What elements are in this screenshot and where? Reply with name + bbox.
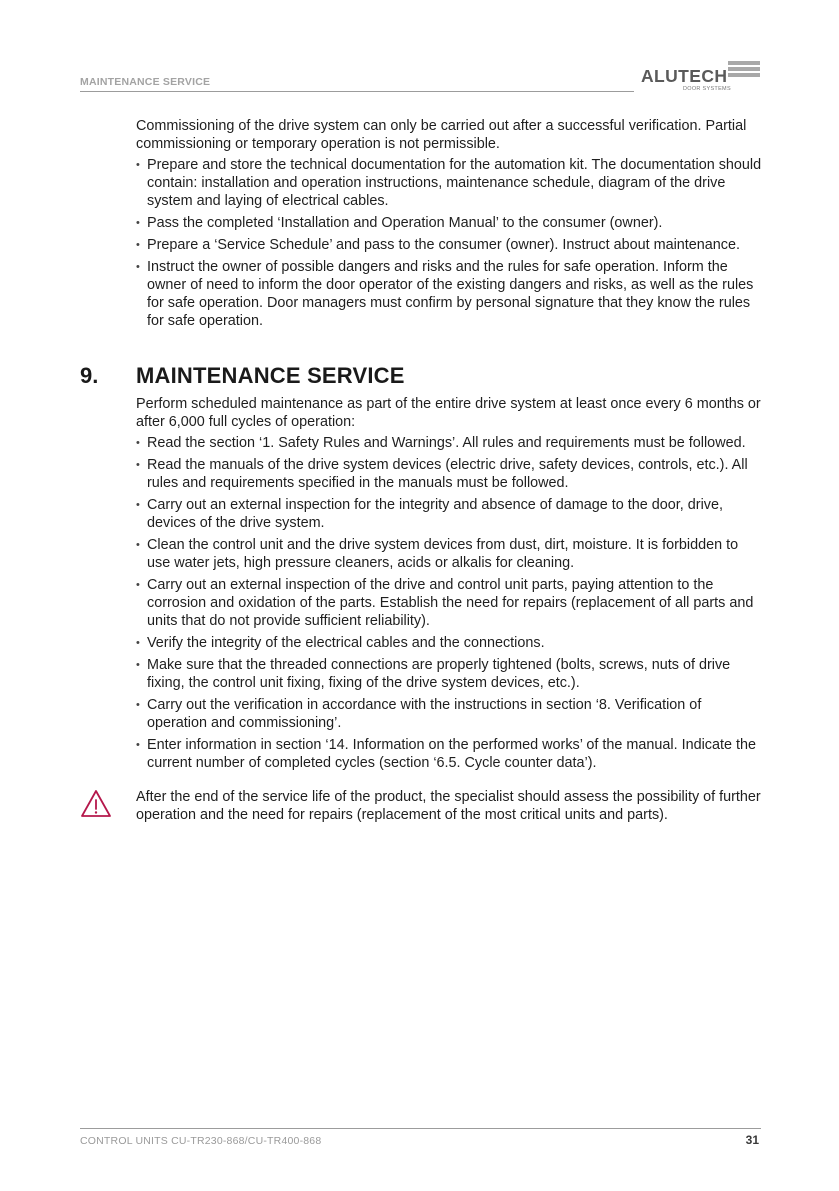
section-maintenance <box>80 363 762 771</box>
header-divider <box>80 91 634 92</box>
list-item: • Enter information in section ‘14. Information on the performed works’ of the manual. Indicate the current number of completed cycles (section ‘6.5. Cycle counter data’). <box>136 736 762 772</box>
logo-text: ALUTECH <box>641 66 728 86</box>
list-item: • Read the section ‘1. Safety Rules and Warnings’. All rules and requirements must be followed. <box>136 434 762 452</box>
list-item: • Read the manuals of the drive system devices (electric drive, safety devices, controls, etc.). All rules and requirements specified in the manuals must be followed. <box>136 456 762 492</box>
section-number: 9. <box>80 363 99 388</box>
logo-subtitle: DOOR SYSTEMS <box>683 86 731 92</box>
intro-bullet-list <box>136 156 762 330</box>
list-item: • Carry out an external inspection for the integrity and absence of damage to the door, drive, devices of the drive system. <box>136 496 762 532</box>
list-item: • Carry out an external inspection of the drive and control unit parts, paying attention to the corrosion and oxidation of the parts. Establish the need for repairs (replacement of all parts and units that do not provide sufficient reliability). <box>136 576 762 630</box>
list-item: • Clean the control unit and the drive system devices from dust, dirt, moisture. It is forbidden to use water jets, high pressure cleaners, acids or alkalis for cleaning. <box>136 536 762 572</box>
header-title: MAINTENANCE SERVICE <box>80 76 211 88</box>
section-title: MAINTENANCE SERVICE <box>136 363 405 388</box>
section-heading <box>80 363 762 391</box>
footer-doc-title: CONTROL UNITS CU-TR230-868/CU-TR400-868 <box>80 1135 322 1147</box>
list-item: • Instruct the owner of possible dangers and risks and the rules for safe operation. Inform the owner of need to inform the door operator of the existing dangers and risks, as well as the rules for safe operation. Door managers must confirm by personal signature that they know the rules for safe operation. <box>136 258 762 330</box>
section-body <box>136 395 762 776</box>
page-number: 31 <box>745 1133 759 1147</box>
section-paragraph: Perform scheduled maintenance as part of the entire drive system at least once every 6 months or after 6,000 full cycles of operation: <box>136 396 761 430</box>
warning-text: After the end of the service life of the product, the specialist should assess the possibility of further operation and the need for repairs (replacement of the most critical units and parts). <box>136 789 761 823</box>
brand-logo <box>641 60 761 94</box>
list-item: • Pass the completed ‘Installation and Operation Manual’ to the consumer (owner). <box>136 214 762 232</box>
list-item: • Prepare a ‘Service Schedule’ and pass to the consumer (owner). Instruct about maintenance. <box>136 236 762 254</box>
section-bullet-list <box>136 434 762 772</box>
list-item: • Verify the integrity of the electrical cables and the connections. <box>136 634 762 652</box>
list-item: • Prepare and store the technical documentation for the automation kit. The documentation should contain: installation and operation instructions, maintenance schedule, diagram of the drive system and laying of electrical cables. <box>136 156 762 210</box>
intro-paragraph: Commissioning of the drive system can only be carried out after a successful verification. Partial commissioning or temporary operation is not permissible. <box>136 118 747 152</box>
list-item: • Make sure that the threaded connections are properly tightened (bolts, screws, nuts of drive fixing, the control unit fixing, fixing of the drive system devices, etc.). <box>136 656 762 692</box>
logo-bars-icon <box>728 61 760 79</box>
list-item: • Carry out the verification in accordance with the instructions in section ‘8. Verification of operation and commissioning’. <box>136 696 762 732</box>
warning-triangle-icon <box>80 789 112 819</box>
intro-block <box>136 117 762 334</box>
footer-divider <box>80 1128 761 1129</box>
